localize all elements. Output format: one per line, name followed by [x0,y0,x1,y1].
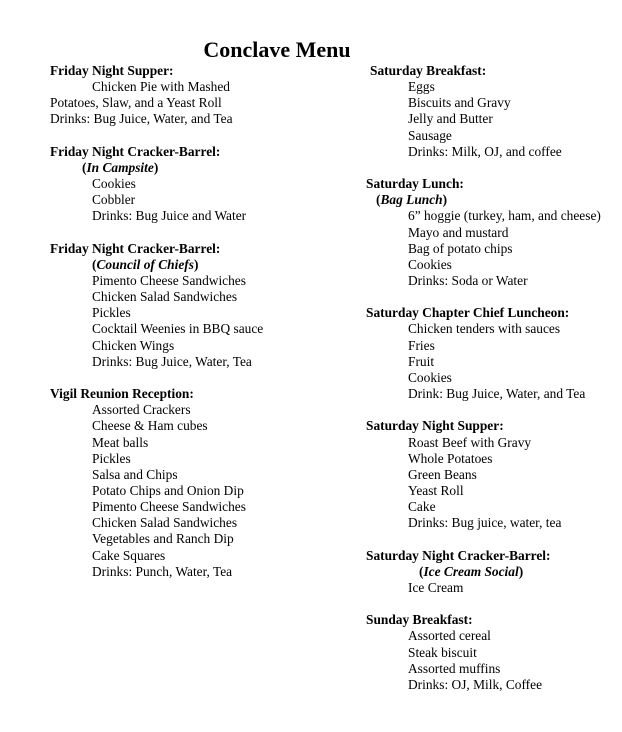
menu-item: Fruit [408,353,435,369]
menu-item: Green Beans [408,466,477,482]
right-column [366,63,620,709]
section-heading: Sunday Breakfast: [366,612,473,628]
menu-item: Drinks: Bug Juice, Water, Tea [92,353,252,369]
menu-item: Biscuits and Gravy [408,95,511,111]
menu-item: Cobbler [92,192,136,208]
menu-item: Cheese & Ham cubes [92,418,208,434]
menu-section [366,63,620,160]
menu-item: Assorted Crackers [92,402,191,418]
menu-item: Cocktail Weenies in BBQ sauce [92,321,264,337]
menu-item: Sausage [408,127,452,143]
menu-item: Pickles [92,305,131,321]
page-title: Conclave Menu [203,37,351,62]
menu-item: Potato Chips and Onion Dip [92,483,244,499]
menu-item: Drinks: Bug Juice, Water, and Tea [50,111,233,127]
menu-item: Roast Beef with Gravy [408,434,532,450]
menu-item: Chicken Pie with Mashed [92,79,230,95]
menu-item: Drinks: Bug Juice and Water [92,208,247,224]
menu-item: Bag of potato chips [408,240,513,256]
menu-item: Chicken Wings [92,337,175,353]
menu-item: Salsa and Chips [92,466,178,482]
section-subheading: (Council of Chiefs) [92,256,199,272]
section-heading: Vigil Reunion Reception: [50,386,194,402]
menu-item: Drink: Bug Juice, Water, and Tea [408,386,586,402]
menu-section [50,241,350,370]
section-heading: Saturday Lunch: [366,176,464,192]
menu-item: Eggs [408,79,435,95]
menu-section [366,418,620,531]
menu-section [366,176,620,289]
section-heading: Saturday Night Supper: [366,418,504,434]
menu-item: Cookies [408,256,452,272]
menu-item: Drinks: Milk, OJ, and coffee [408,143,562,159]
menu-item: Drinks: Punch, Water, Tea [92,563,233,579]
menu-item: Cake [408,499,436,515]
menu-item: Chicken Salad Sandwiches [92,515,238,531]
menu-item: Chicken Salad Sandwiches [92,289,238,305]
menu-item: Vegetables and Ranch Dip [92,531,234,547]
left-column [50,63,350,596]
menu-item: Whole Potatoes [408,450,493,466]
menu-item: Cookies [408,369,452,385]
menu-item: Pickles [92,450,131,466]
section-subheading: (Bag Lunch) [376,192,448,208]
menu-section [366,548,620,596]
menu-item: 6” hoggie (turkey, ham, and cheese) [408,208,601,224]
menu-item: Pimento Cheese Sandwiches [92,499,246,515]
menu-item: Cookies [92,176,136,192]
menu-item: Ice Cream [408,579,464,595]
menu-item: Drinks: Bug juice, water, tea [408,515,562,531]
menu-item: Meat balls [92,434,149,450]
section-subheading: (In Campsite) [82,159,159,175]
menu-section [50,63,350,128]
menu-item: Cake Squares [92,547,166,563]
section-heading: Friday Night Cracker-Barrel: [50,143,221,159]
menu-section [50,386,350,580]
menu-item: Drinks: OJ, Milk, Coffee [408,676,543,692]
menu-item: Pimento Cheese Sandwiches [92,273,246,288]
menu-item: Fries [408,337,435,353]
section-subheading: (Ice Cream Social) [419,563,524,579]
menu-item: Steak biscuit [408,644,477,660]
menu-item: Assorted muffins [408,660,501,676]
menu-section [50,144,350,225]
menu-item: Assorted cereal [408,628,491,644]
menu-item: Drinks: Soda or Water [408,273,528,289]
menu-item: Mayo and mustard [408,224,509,240]
section-heading: Saturday Chapter Chief Luncheon: [366,305,570,321]
section-heading: Saturday Night Cracker-Barrel: [366,547,551,563]
section-heading: Saturday Breakfast: [370,63,487,78]
menu-item: Chicken tenders with sauces [408,321,561,337]
section-heading: Friday Night Cracker-Barrel: [50,240,221,256]
menu-item: Yeast Roll [408,483,464,499]
section-heading: Friday Night Supper: [50,63,174,78]
menu-item: Jelly and Butter [408,111,493,127]
menu-section [366,305,620,402]
menu-section [366,612,620,693]
menu-item: Potatoes, Slaw, and a Yeast Roll [50,95,222,111]
